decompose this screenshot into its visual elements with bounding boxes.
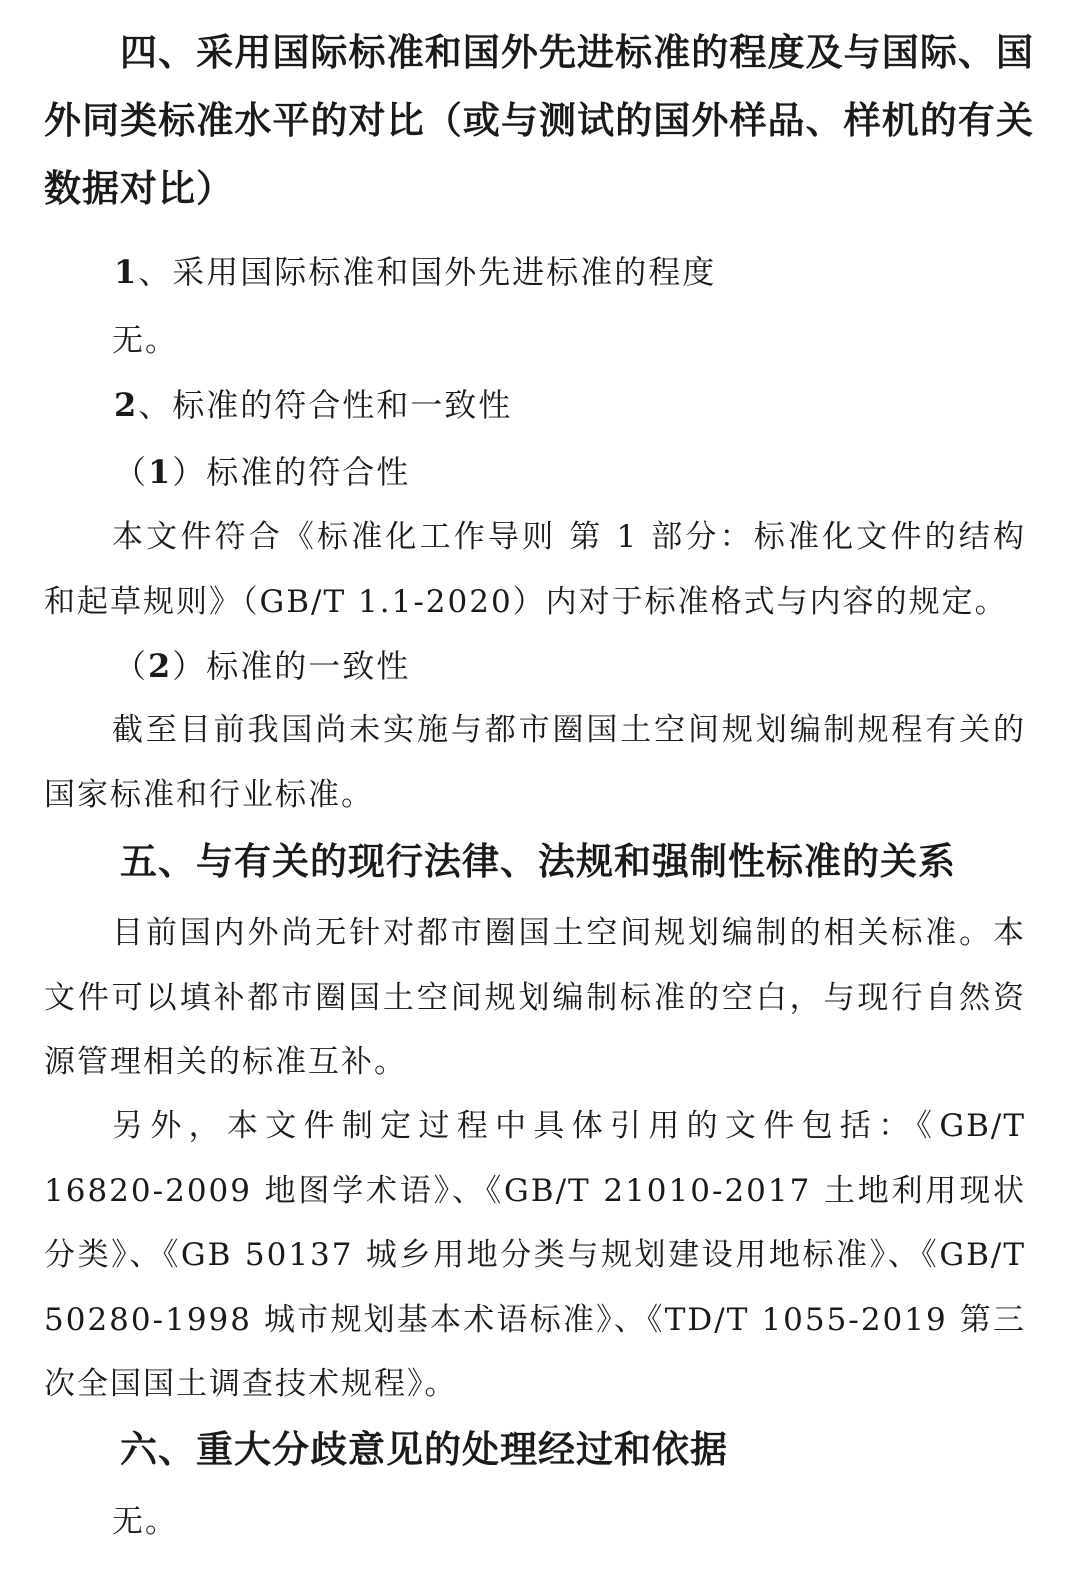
section-4-2-1-body: 本文件符合《标准化工作导则 第 1 部分：标准化文件的结构和起草规则》（GB/T 1.1-2020）内对于标准格式与内容的规定。 — [44, 519, 1026, 620]
section-4-2-2-open: （ — [114, 647, 149, 685]
section-6-heading: 六、重大分歧意见的处理经过和依据 — [120, 1428, 728, 1471]
section-4-2-1-open: （ — [114, 453, 149, 491]
section-6-body: 无。 — [112, 1504, 178, 1540]
section-4-2-1-title: ）标准的符合性 — [172, 453, 411, 491]
section-4-2-2-heading — [114, 634, 1034, 698]
section-4-1-number: 1 — [114, 253, 139, 291]
section-5-heading: 五、与有关的现行法律、法规和强制性标准的关系 — [120, 840, 956, 883]
section-4-1-title: 、采用国际标准和国外先进标准的程度 — [138, 253, 717, 291]
section-4-2-number: 2 — [114, 386, 139, 424]
section-4-1-body: 无。 — [112, 323, 178, 359]
section-4-2-1-number: 1 — [148, 453, 173, 491]
section-4-2-2-title: ）标准的一致性 — [172, 647, 411, 685]
section-5-body-2: 另外，本文件制定过程中具体引用的文件包括：《GB/T 16820-2009 地图学术语》、《GB/T 21010-2017 土地利用现状分类》、《GB 50137 城乡用地分类与规划建设用地标准》、《GB/T 50280-1998 城市规划基本术语标准》、《TD/T 1055-2019 第三次全国国土调查技术规程》。 — [44, 1108, 1026, 1402]
section-4-2-heading — [114, 373, 1034, 437]
section-5-body-1: 目前国内外尚无针对都市圈国土空间规划编制的相关标准。本文件可以填补都市圈国土空间规划编制标准的空白，与现行自然资源管理相关的标准互补。 — [44, 915, 1026, 1080]
section-4-2-2-body: 截至目前我国尚未实施与都市圈国土空间规划编制规程有关的国家标准和行业标准。 — [44, 712, 1026, 813]
section-4-2-title: 、标准的符合性和一致性 — [138, 386, 513, 424]
section-4-1-heading — [114, 240, 1034, 304]
section-4-2-1-heading — [114, 440, 1034, 504]
section-4-heading: 四、采用国际标准和国外先进标准的程度及与国际、国外同类标准水平的对比（或与测试的国外样品、样机的有关数据对比） — [44, 31, 1034, 210]
section-4-2-2-number: 2 — [148, 647, 173, 685]
